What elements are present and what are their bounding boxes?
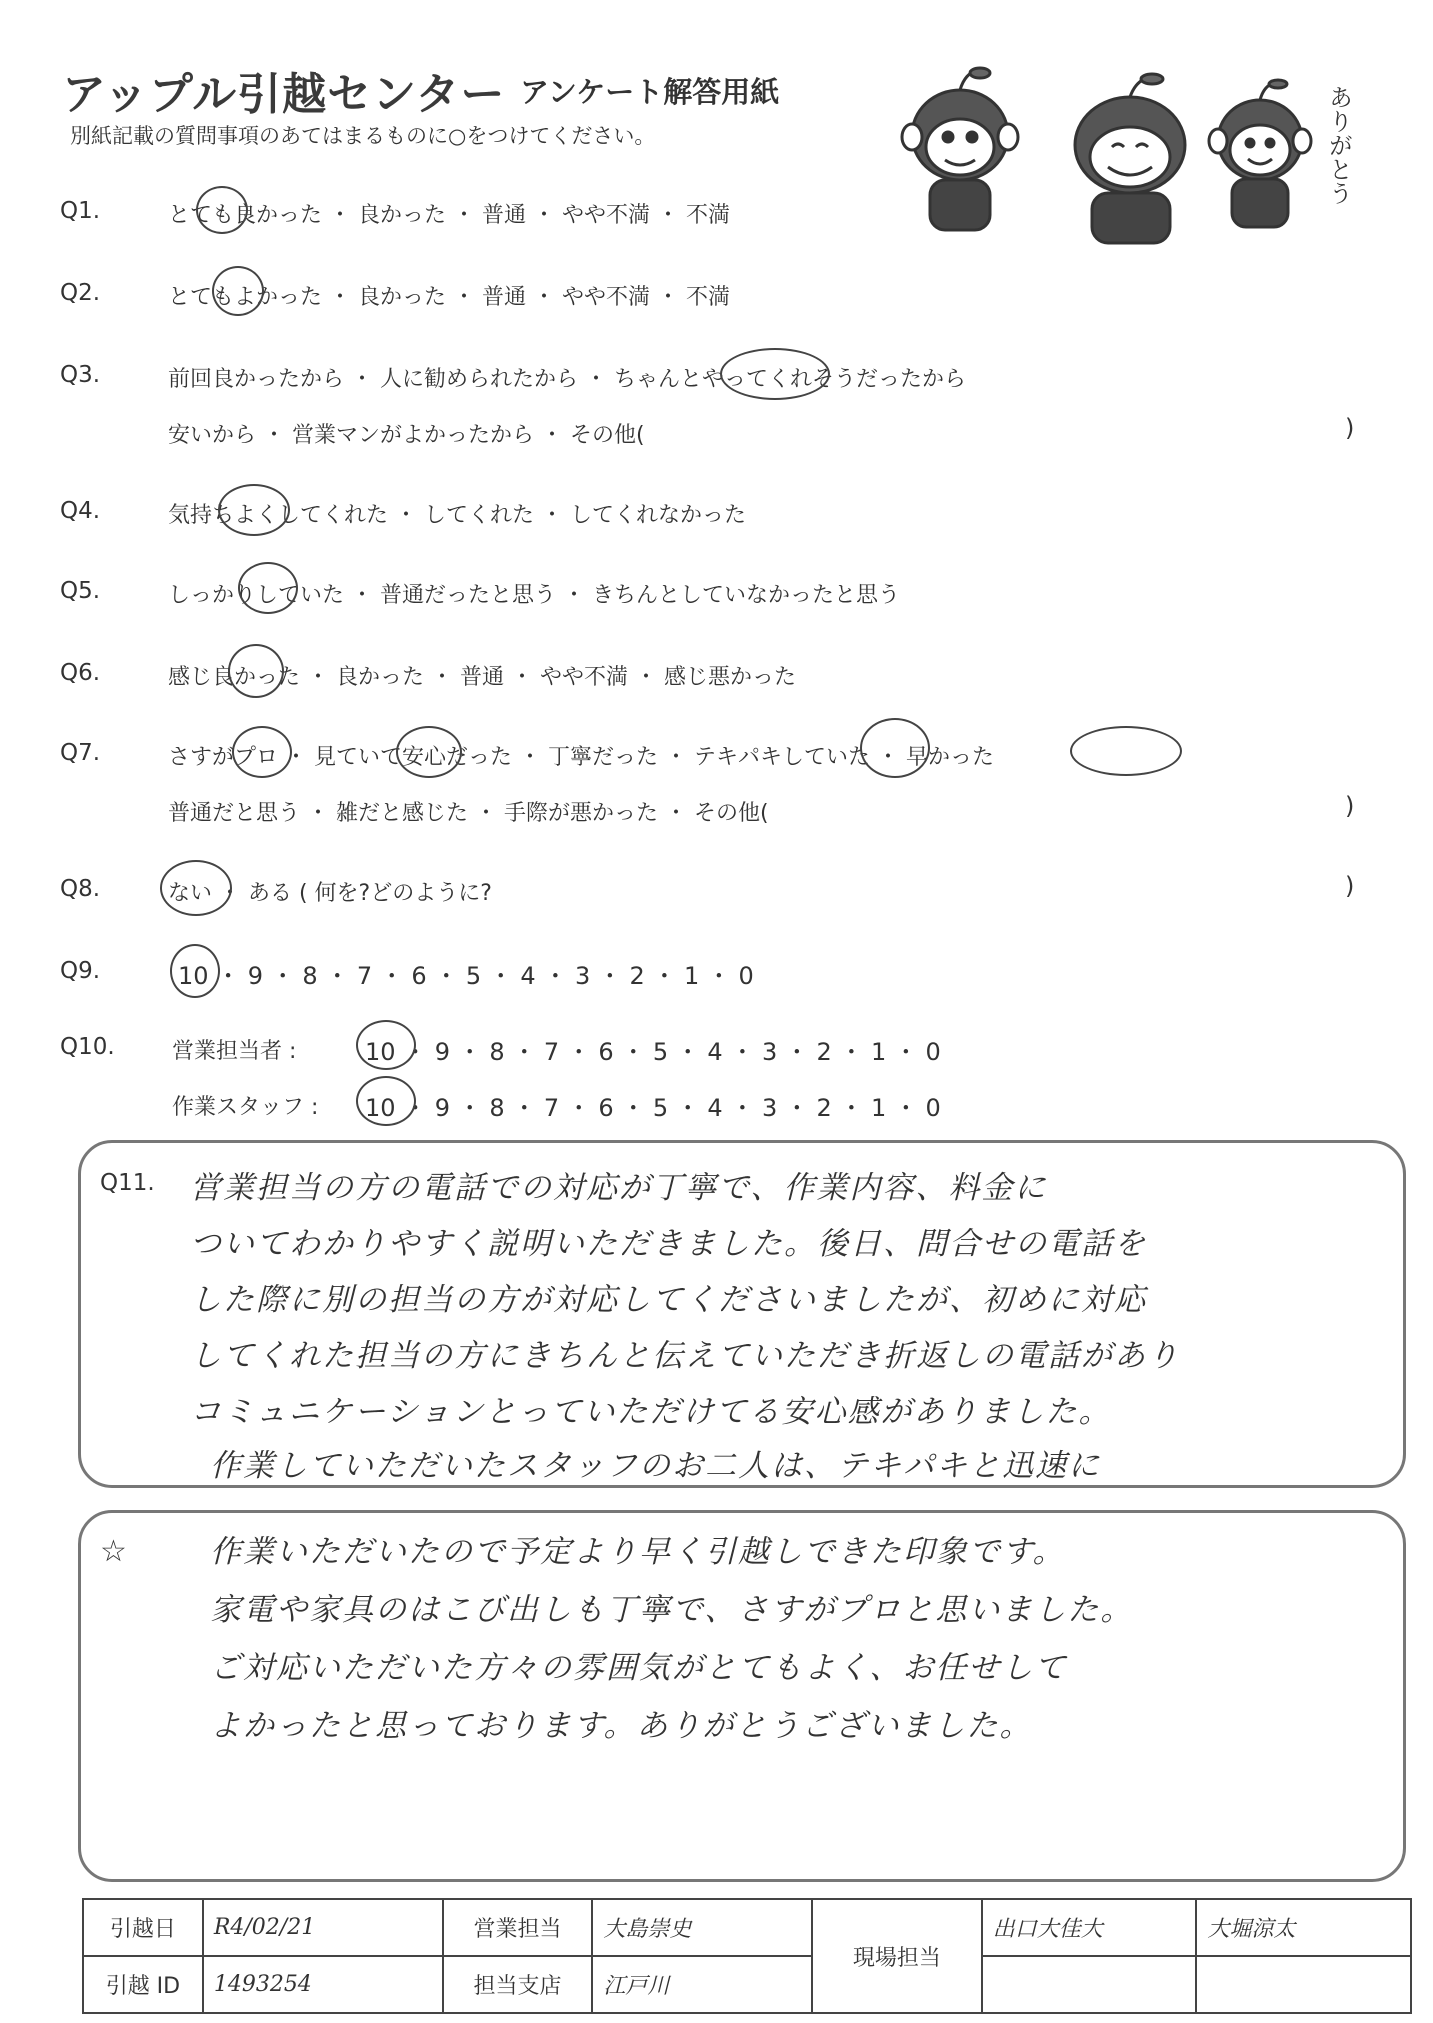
answer-circle-mark — [212, 266, 264, 316]
mascot-caption: ありがとう — [1324, 85, 1352, 205]
q11-comment-line: してくれた担当の方にきちんと伝えていただき折返しの電話があり — [190, 1338, 1180, 1374]
move-date-value: R4/02/21 — [203, 1899, 443, 1956]
q11-label: Q11. — [100, 1170, 155, 1196]
sales-rep-value: 大島崇史 — [592, 1899, 812, 1956]
q10-sales-score-scale[interactable]: 10 ・ 9 ・ 8 ・ 7 ・ 6 ・ 5 ・ 4 ・ 3 ・ 2 ・ 1 ・ 0 — [365, 1038, 941, 1066]
q7-paren-close: ) — [1345, 792, 1355, 820]
sales-rep-label: 営業担当 — [443, 1899, 593, 1956]
monkey-mascot-icon — [1209, 80, 1311, 227]
q2-label: Q2. — [60, 280, 101, 306]
answer-circle-mark — [356, 1020, 416, 1070]
monkey-mascot-icon — [1075, 74, 1185, 243]
q2-options[interactable]: とてもよかった ・ 良かった ・ 普通 ・ やや不満 ・ 不満 — [168, 285, 730, 310]
q11-comment-line: コミュニケーションとっていただけてる安心感がありました。 — [190, 1394, 1112, 1430]
answer-circle-mark — [160, 860, 232, 916]
answer-circle-mark — [170, 944, 220, 998]
q9-score-scale[interactable]: 10 ・ 9 ・ 8 ・ 7 ・ 6 ・ 5 ・ 4 ・ 3 ・ 2 ・ 1 ・ 0 — [178, 962, 754, 990]
star-comment-line: 作業いただいたので予定より早く引越しできた印象です。 — [210, 1534, 1066, 1570]
branch-value: 江戸川 — [592, 1956, 812, 2013]
star-comment-line: 家電や家具のはこび出しも丁寧で、さすがプロと思いました。 — [210, 1592, 1134, 1628]
q11-comment-line: 作業していただいたスタッフのお二人は、テキパキと迅速に — [210, 1448, 1101, 1484]
answer-circle-mark — [720, 348, 830, 400]
instruction-text: 別紙記載の質問事項のあてはまるものに○をつけてください。 — [70, 124, 656, 148]
site-staff-2-value: 大堀涼太 — [1196, 1899, 1411, 1956]
site-staff-empty-cell — [1196, 1956, 1411, 2013]
move-id-value: 1493254 — [203, 1956, 443, 2013]
answer-circle-mark — [356, 1076, 416, 1126]
q7-options-line2[interactable]: 普通だと思う ・ 雑だと感じた ・ 手際が悪かった ・ その他( — [168, 801, 769, 826]
q10-staff-label: 作業スタッフ : — [172, 1095, 319, 1120]
q3-label: Q3. — [60, 362, 101, 388]
star-comment-line: よかったと思っております。ありがとうございました。 — [210, 1708, 1033, 1744]
move-id-label: 引越 ID — [83, 1956, 203, 2013]
q6-label: Q6. — [60, 660, 101, 686]
site-staff-empty-cell — [982, 1956, 1197, 2013]
q1-label: Q1. — [60, 198, 101, 224]
q9-label: Q9. — [60, 958, 101, 984]
answer-circle-mark — [218, 484, 290, 536]
answer-circle-mark — [238, 562, 298, 614]
star-comment-line: ご対応いただいた方々の雰囲気がとてもよく、お任せして — [210, 1650, 1068, 1686]
q10-label: Q10. — [60, 1034, 115, 1060]
star-icon: ☆ — [100, 1534, 127, 1569]
q5-label: Q5. — [60, 578, 101, 604]
q4-options[interactable]: 気持ちよくしてくれた ・ してくれた ・ してくれなかった — [168, 503, 746, 528]
answer-circle-mark — [228, 644, 284, 698]
q10-sales-label: 営業担当者 : — [172, 1039, 297, 1064]
q1-options[interactable]: とても良かった ・ 良かった ・ 普通 ・ やや不満 ・ 不満 — [168, 203, 730, 228]
q7-label: Q7. — [60, 740, 101, 766]
q11-comment-line: 営業担当の方の電話での対応が丁寧で、作業内容、料金に — [190, 1170, 1048, 1206]
form-subtitle: アンケート解答用紙 — [520, 75, 780, 109]
q8-label: Q8. — [60, 876, 101, 902]
monkey-mascot-icon — [902, 68, 1018, 230]
move-date-label: 引越日 — [83, 1899, 203, 1956]
answer-circle-mark — [1070, 726, 1182, 776]
q5-options[interactable]: しっかりしていた ・ 普通だったと思う ・ きちんとしていなかったと思う — [168, 583, 900, 608]
q4-label: Q4. — [60, 498, 101, 524]
q8-options[interactable]: ない ・ ある ( 何を?どのように? — [168, 881, 492, 906]
site-staff-1-value: 出口大佳大 — [982, 1899, 1197, 1956]
answer-circle-mark — [232, 726, 292, 778]
answer-circle-mark — [396, 726, 462, 778]
answer-circle-mark — [860, 718, 930, 778]
q3-options-line2[interactable]: 安いから ・ 営業マンがよかったから ・ その他( — [168, 423, 645, 448]
q11-comment-line: ついてわかりやすく説明いただきました。後日、問合せの電話を — [190, 1226, 1147, 1262]
brand-title: アップル引越センター — [62, 69, 506, 120]
q10-staff-score-scale[interactable]: 10 ・ 9 ・ 8 ・ 7 ・ 6 ・ 5 ・ 4 ・ 3 ・ 2 ・ 1 ・ 0 — [365, 1094, 941, 1122]
q7-options-line1[interactable]: さすがプロ ・ 見ていて安心だった ・ 丁寧だった ・ テキパキしていた ・ 早かった — [168, 745, 994, 770]
move-info-table — [82, 1898, 1412, 2014]
q3-paren-close: ) — [1345, 414, 1355, 442]
q11-comment-line: した際に別の担当の方が対応してくださいましたが、初めに対応 — [190, 1282, 1147, 1318]
q8-paren-close: ) — [1345, 872, 1355, 900]
site-staff-label: 現場担当 — [812, 1899, 982, 2013]
monkey-mascots-illustration — [900, 55, 1370, 255]
q3-options-line1[interactable]: 前回良かったから ・ 人に勧められたから ・ ちゃんとやってくれそうだったから — [168, 367, 966, 392]
q6-options[interactable]: 感じ良かった ・ 良かった ・ 普通 ・ やや不満 ・ 感じ悪かった — [168, 665, 796, 690]
branch-label: 担当支店 — [443, 1956, 593, 2013]
answer-circle-mark — [196, 186, 248, 234]
